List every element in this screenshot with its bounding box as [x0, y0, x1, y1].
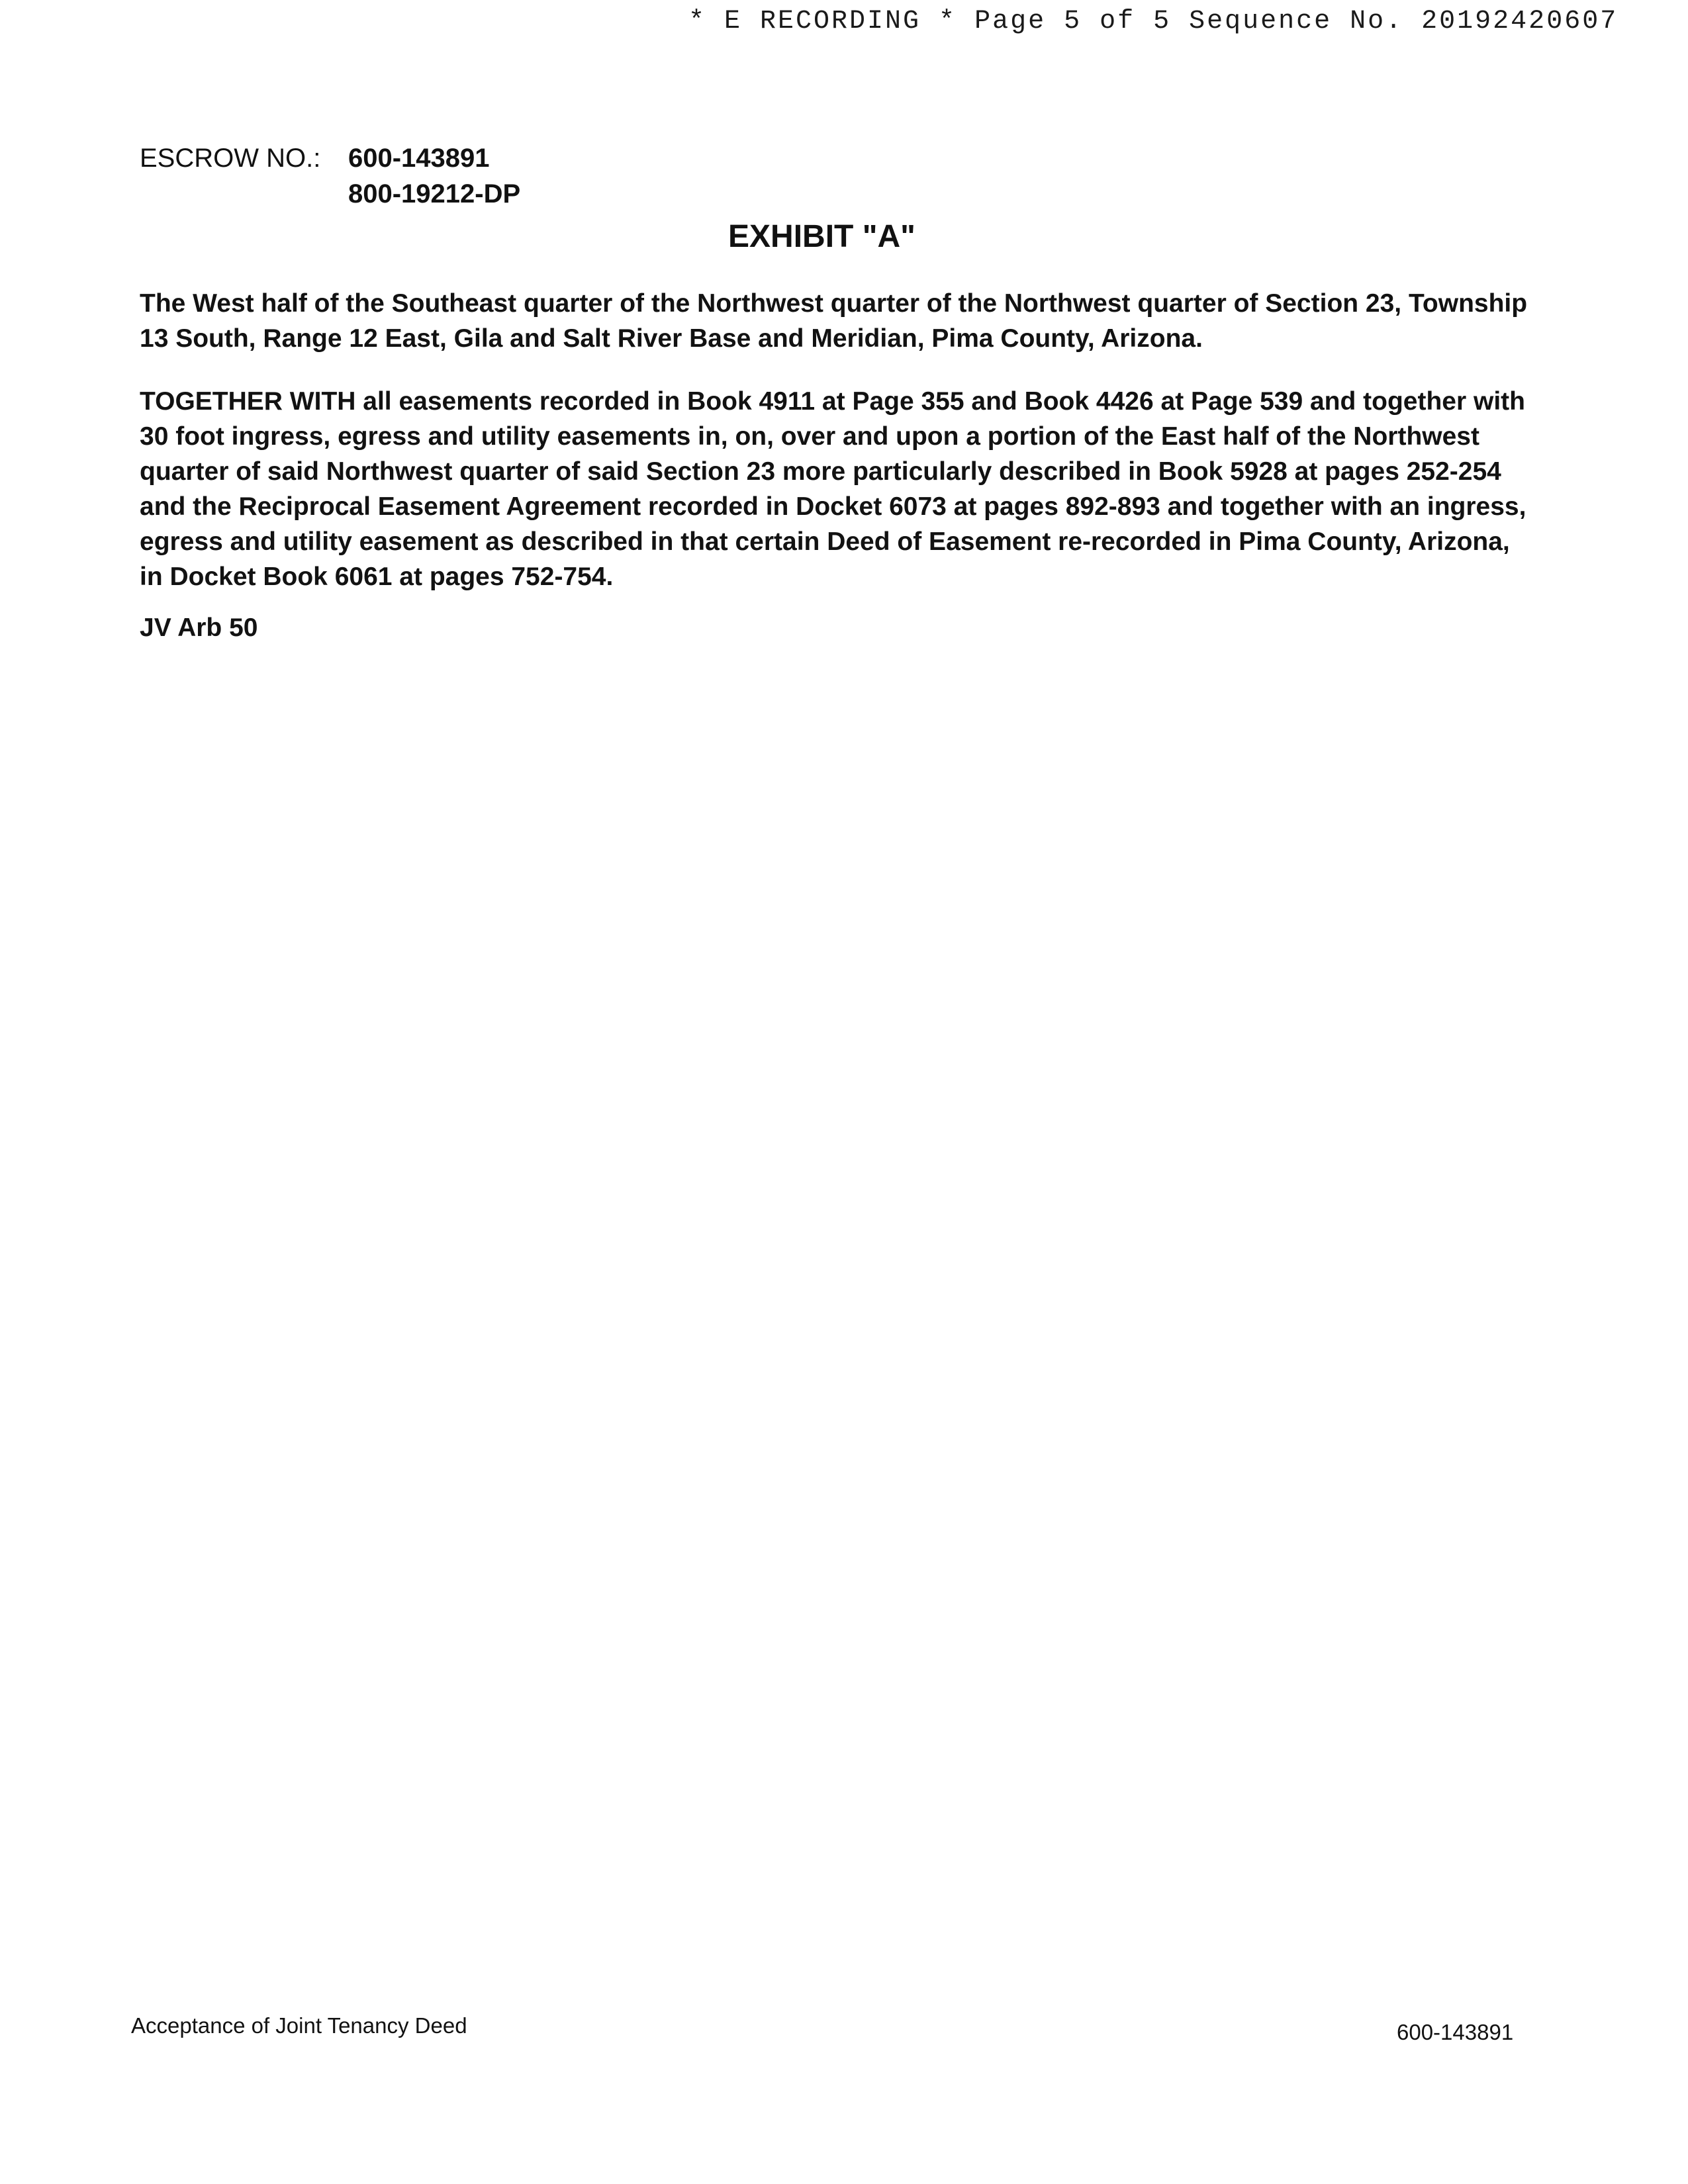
- easements-paragraph: [140, 384, 1536, 594]
- footer-escrow-number: 600-143891: [1397, 2020, 1514, 2044]
- parcel-reference: JV Arb 50: [140, 614, 258, 642]
- easements-text: all easements recorded in Book 4911 at Page 355 and Book 4426 at Page 539 and together with 30 foot ingress, egress and utility easements in, on, over and upon a portion of the East half of the Northwest quarter of said Northwest quarter of said Section 23 more particularly described in Book 5928 at pages 252-254 and the Reciprocal Easement Agreement recorded in Docket 6073 at pages 892-893 and together with an ingress, egress and utility easement as described in that certain Deed of Easement re-recorded in Pima County, Arizona, in Docket Book 6061 at pages 752-754.: [140, 387, 1526, 591]
- escrow-number-primary: 600-143891: [348, 144, 490, 173]
- together-with-lead: TOGETHER WITH: [140, 387, 356, 416]
- legal-description-paragraph: The West half of the Southeast quarter of the Northwest quarter of the Northwest quarter of Section 23, Township 13 South, Range 12 East, Gila and Salt River Base and Meridian, Pima County, Arizona.: [140, 289, 1528, 353]
- recording-header: * E RECORDING * Page 5 of 5 Sequence No. 20192420607: [688, 7, 1618, 36]
- escrow-number-secondary: 800-19212-DP: [348, 179, 521, 208]
- footer-document-name: Acceptance of Joint Tenancy Deed: [131, 2013, 467, 2038]
- escrow-label: ESCROW NO.:: [140, 144, 321, 173]
- escrow-numbers: [348, 140, 520, 212]
- exhibit-title: EXHIBIT "A": [728, 219, 915, 254]
